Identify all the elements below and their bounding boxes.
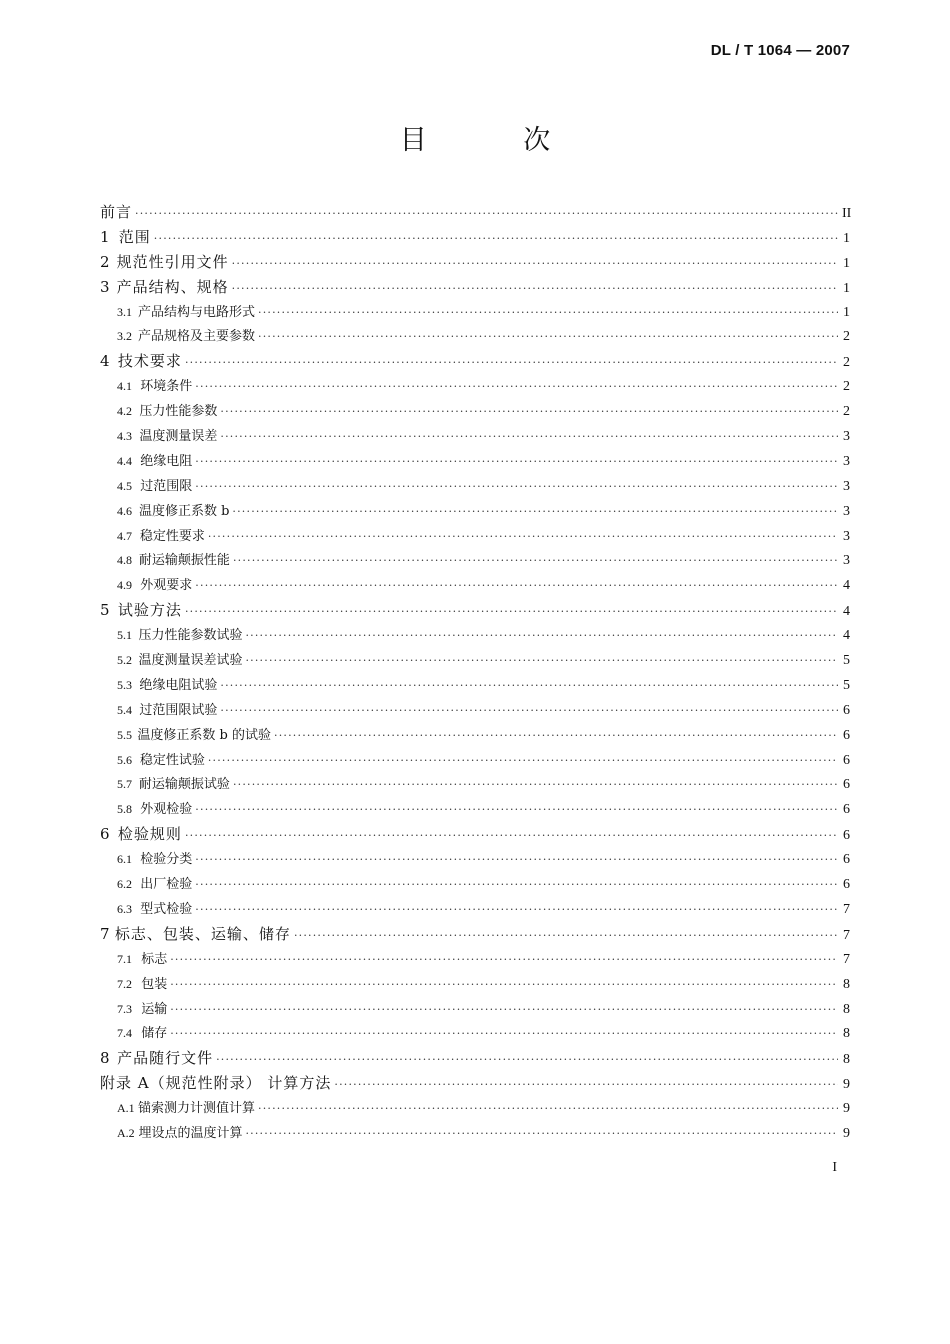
toc-entry-page: 6 (843, 852, 850, 868)
toc-leader-dots (195, 798, 838, 823)
toc-entry-number: 4.3 (117, 429, 132, 444)
toc-entry-number: 4.2 (117, 404, 132, 419)
toc-entry[interactable] (100, 548, 850, 573)
toc-entry-page: 4 (843, 628, 850, 644)
toc-entry-page: 3 (843, 429, 850, 445)
toc-entry[interactable] (100, 797, 850, 822)
toc-leader-dots (195, 375, 838, 400)
toc-entry-label: 产品结构、规格 (116, 277, 229, 296)
toc-entry-page: II (842, 206, 852, 221)
toc-entry-number: 7.2 (117, 976, 132, 991)
toc-entry-label: 产品结构与电路形式 (138, 304, 256, 320)
toc-entry[interactable] (100, 947, 850, 972)
toc-entry-page: 2 (843, 355, 850, 371)
toc-entry-page: 2 (843, 329, 850, 345)
toc-leader-dots (233, 549, 838, 574)
toc-entry-label: 产品随行文件 (117, 1049, 214, 1068)
toc-entry-page: 3 (843, 528, 850, 544)
toc-entry-page: 1 (843, 255, 850, 271)
toc-entry-label: 环境条件 (140, 379, 193, 395)
toc-entry-number: A.2 (117, 1125, 135, 1140)
toc-entry-label: 技术要求 (117, 352, 182, 371)
toc-leader-dots (170, 973, 838, 998)
toc-leader-dots (154, 227, 838, 252)
toc-entry-number: 5.8 (117, 802, 132, 817)
toc-entry-page: 2 (843, 404, 850, 420)
toc-leader-dots (216, 1048, 838, 1073)
toc-entry[interactable] (100, 922, 850, 947)
toc-entry[interactable] (100, 1121, 850, 1146)
toc-entry-page: 3 (843, 453, 850, 469)
toc-entry-label: 外观检验 (140, 802, 193, 818)
toc-entry-number: 3.1 (117, 304, 132, 319)
toc-leader-dots (208, 749, 838, 774)
toc-entry-page: 4 (843, 604, 850, 620)
toc-leader-dots (232, 500, 838, 525)
toc-entry-label: 温度测量误差 (139, 429, 218, 445)
toc-entry-label: 标志、包装、运输、储存 (114, 924, 291, 943)
toc-leader-dots (232, 277, 838, 302)
toc-entry[interactable] (100, 673, 850, 698)
toc-entry[interactable] (100, 349, 850, 374)
toc-leader-dots (334, 1073, 838, 1098)
toc-entry-label: 温度修正系数 b (138, 503, 230, 519)
toc-entry-label: 耐运输颠振性能 (138, 553, 230, 569)
toc-entry-page: 7 (843, 927, 850, 943)
toc-entry-page: 6 (843, 752, 850, 768)
toc-entry-page: 8 (843, 1026, 850, 1042)
toc-leader-dots (220, 674, 838, 699)
toc-entry[interactable] (100, 847, 850, 872)
toc-entry-number: A.1 (117, 1101, 135, 1116)
toc-entry-page: 1 (843, 230, 850, 246)
toc-entry-label: 压力性能参数试验 (138, 628, 243, 644)
toc-entry-label: 前言 (100, 203, 133, 221)
toc-entry-label: 锚索测力计测值计算 (138, 1101, 256, 1117)
toc-entry[interactable] (100, 698, 850, 723)
toc-entry-page: 3 (843, 503, 850, 519)
toc-entry-number: 8 (100, 1049, 110, 1068)
toc-entry-label: 产品规格及主要参数 (138, 329, 256, 345)
toc-entry-label: 埋设点的温度计算 (138, 1125, 243, 1141)
toc-entry-number: 4.1 (117, 379, 132, 394)
toc-entry-page: 4 (843, 578, 850, 594)
toc-entry-number: 6.2 (117, 877, 132, 892)
toc-leader-dots (220, 425, 838, 450)
toc-leader-dots (170, 1022, 838, 1047)
toc-entry-label: 附录 A（规范性附录） 计算方法 (100, 1074, 332, 1093)
toc-entry[interactable] (100, 648, 850, 673)
toc-entry-label: 温度测量误差试验 (138, 653, 243, 669)
toc-entry-number: 3.2 (117, 329, 132, 344)
toc-leader-dots (185, 600, 838, 625)
toc-entry-page: 6 (843, 802, 850, 818)
toc-entry-label: 压力性能参数 (139, 404, 218, 420)
toc-entry-page: 9 (843, 1101, 850, 1117)
toc-entry-number: 5.1 (117, 628, 132, 643)
page-title: 目 次 (399, 125, 595, 156)
toc-entry-page: 3 (843, 553, 850, 569)
toc-entry-number: 5.4 (117, 702, 132, 717)
toc-entry-label: 规范性引用文件 (116, 252, 229, 271)
toc-entry[interactable] (100, 897, 850, 922)
toc-leader-dots (195, 898, 838, 923)
toc-leader-dots (258, 301, 838, 326)
toc-entry-number: 7.3 (117, 1001, 132, 1016)
toc-entry-label: 过范围限试验 (139, 702, 218, 718)
table-of-contents (100, 200, 850, 1146)
toc-entry[interactable] (100, 275, 850, 300)
toc-entry-number: 5.5 (117, 727, 132, 742)
toc-entry-label: 运输 (141, 1001, 168, 1017)
toc-entry-label: 绝缘电阻试验 (139, 677, 218, 693)
toc-entry-label: 储存 (141, 1026, 168, 1042)
toc-entry-label: 耐运输颠振试验 (138, 777, 230, 793)
toc-leader-dots (195, 475, 838, 500)
toc-entry[interactable] (100, 573, 850, 598)
toc-entry-number: 7.1 (117, 951, 132, 966)
toc-entry[interactable] (100, 424, 850, 449)
toc-entry[interactable] (100, 1096, 850, 1121)
toc-leader-dots (135, 202, 838, 227)
page-number: I (832, 1160, 837, 1175)
toc-entry[interactable] (100, 524, 850, 549)
toc-entry-page: 6 (843, 727, 850, 743)
toc-entry-page: 7 (843, 951, 850, 967)
toc-entry[interactable] (100, 250, 850, 275)
toc-entry-number: 6.3 (117, 901, 132, 916)
toc-leader-dots (232, 252, 838, 277)
toc-entry[interactable] (100, 474, 850, 499)
toc-entry-number: 4.5 (117, 478, 132, 493)
toc-entry[interactable] (100, 225, 850, 250)
toc-entry[interactable] (100, 598, 850, 623)
toc-leader-dots (195, 574, 838, 599)
toc-entry-page: 6 (843, 777, 850, 793)
toc-entry-page: 7 (843, 901, 850, 917)
toc-entry-page: 8 (843, 1052, 850, 1068)
toc-entry[interactable] (100, 997, 850, 1022)
toc-entry-number: 3 (100, 277, 110, 296)
toc-leader-dots (220, 699, 838, 724)
toc-entry-label: 稳定性要求 (139, 528, 205, 544)
toc-entry-label: 绝缘电阻 (140, 453, 193, 469)
toc-entry[interactable] (100, 300, 850, 325)
toc-leader-dots (258, 325, 838, 350)
toc-entry-page: 8 (843, 976, 850, 992)
toc-entry[interactable] (100, 1021, 850, 1046)
toc-leader-dots (245, 649, 838, 674)
toc-entry-label: 试验方法 (117, 601, 182, 620)
document-code: DL / T 1064 — 2007 (710, 42, 850, 59)
toc-leader-dots (185, 824, 838, 849)
toc-leader-dots (185, 351, 838, 376)
toc-entry-number: 5.2 (117, 653, 132, 668)
toc-entry-page: 9 (843, 1077, 850, 1093)
toc-entry-page: 1 (843, 280, 850, 296)
toc-entry-number: 6.1 (117, 852, 132, 867)
toc-entry-label: 外观要求 (140, 578, 193, 594)
toc-entry-number: 5 (100, 601, 110, 620)
toc-entry-page: 5 (843, 677, 850, 693)
toc-entry-label: 包装 (141, 976, 168, 992)
toc-leader-dots (170, 998, 838, 1023)
toc-leader-dots (195, 848, 838, 873)
toc-entry-label: 出厂检验 (140, 877, 193, 893)
toc-entry[interactable] (100, 449, 850, 474)
toc-entry-label: 标志 (141, 951, 168, 967)
toc-leader-dots (220, 400, 838, 425)
toc-entry-number: 5.7 (117, 777, 132, 792)
toc-entry-label: 型式检验 (140, 901, 193, 917)
toc-entry-page: 5 (843, 653, 850, 669)
toc-entry-label: 范围 (118, 227, 151, 246)
toc-entry-page: 6 (843, 828, 850, 844)
toc-entry-number: 6 (100, 825, 110, 844)
toc-leader-dots (294, 924, 838, 949)
toc-entry-number: 4 (100, 352, 110, 371)
toc-entry[interactable] (100, 772, 850, 797)
toc-entry-number: 4.6 (117, 503, 132, 518)
toc-entry[interactable] (100, 200, 850, 225)
toc-leader-dots (245, 624, 838, 649)
toc-entry[interactable] (100, 374, 850, 399)
toc-entry[interactable] (100, 748, 850, 773)
toc-leader-dots (258, 1097, 838, 1122)
toc-entry-number: 4.8 (117, 553, 132, 568)
toc-entry-number: 2 (100, 252, 110, 271)
toc-entry-page: 6 (843, 877, 850, 893)
toc-entry-page: 1 (843, 304, 850, 320)
toc-entry[interactable] (100, 723, 850, 748)
toc-entry-page: 6 (843, 702, 850, 718)
toc-entry-label: 检验分类 (140, 852, 193, 868)
toc-entry-number: 1 (100, 227, 110, 246)
toc-leader-dots (233, 773, 838, 798)
toc-leader-dots (208, 525, 838, 550)
toc-entry-number: 5.6 (117, 752, 132, 767)
toc-entry-number: 4.9 (117, 578, 132, 593)
toc-leader-dots (195, 873, 838, 898)
toc-leader-dots (195, 450, 838, 475)
toc-entry-page: 8 (843, 1001, 850, 1017)
toc-entry[interactable] (100, 1046, 850, 1071)
toc-entry-page: 3 (843, 478, 850, 494)
toc-entry[interactable] (100, 399, 850, 424)
toc-entry-number: 7 (100, 924, 110, 943)
toc-leader-dots (274, 724, 838, 749)
toc-entry-label: 温度修正系数 b 的试验 (137, 727, 272, 743)
toc-entry-page: 9 (843, 1125, 850, 1141)
toc-entry-label: 稳定性试验 (139, 752, 205, 768)
toc-leader-dots (245, 1122, 838, 1147)
toc-entry-label: 检验规则 (117, 825, 182, 844)
toc-entry-number: 4.7 (117, 528, 132, 543)
toc-entry[interactable] (100, 872, 850, 897)
toc-entry[interactable] (100, 822, 850, 847)
toc-entry-number: 4.4 (117, 453, 132, 468)
toc-entry-page: 2 (843, 379, 850, 395)
toc-entry[interactable] (100, 499, 850, 524)
toc-entry[interactable] (100, 324, 850, 349)
toc-entry-number: 7.4 (117, 1026, 132, 1041)
toc-entry[interactable] (100, 1071, 850, 1096)
toc-entry-number: 5.3 (117, 677, 132, 692)
toc-entry[interactable] (100, 972, 850, 997)
toc-leader-dots (170, 948, 838, 973)
toc-entry-label: 过范围限 (140, 478, 193, 494)
toc-entry[interactable] (100, 623, 850, 648)
